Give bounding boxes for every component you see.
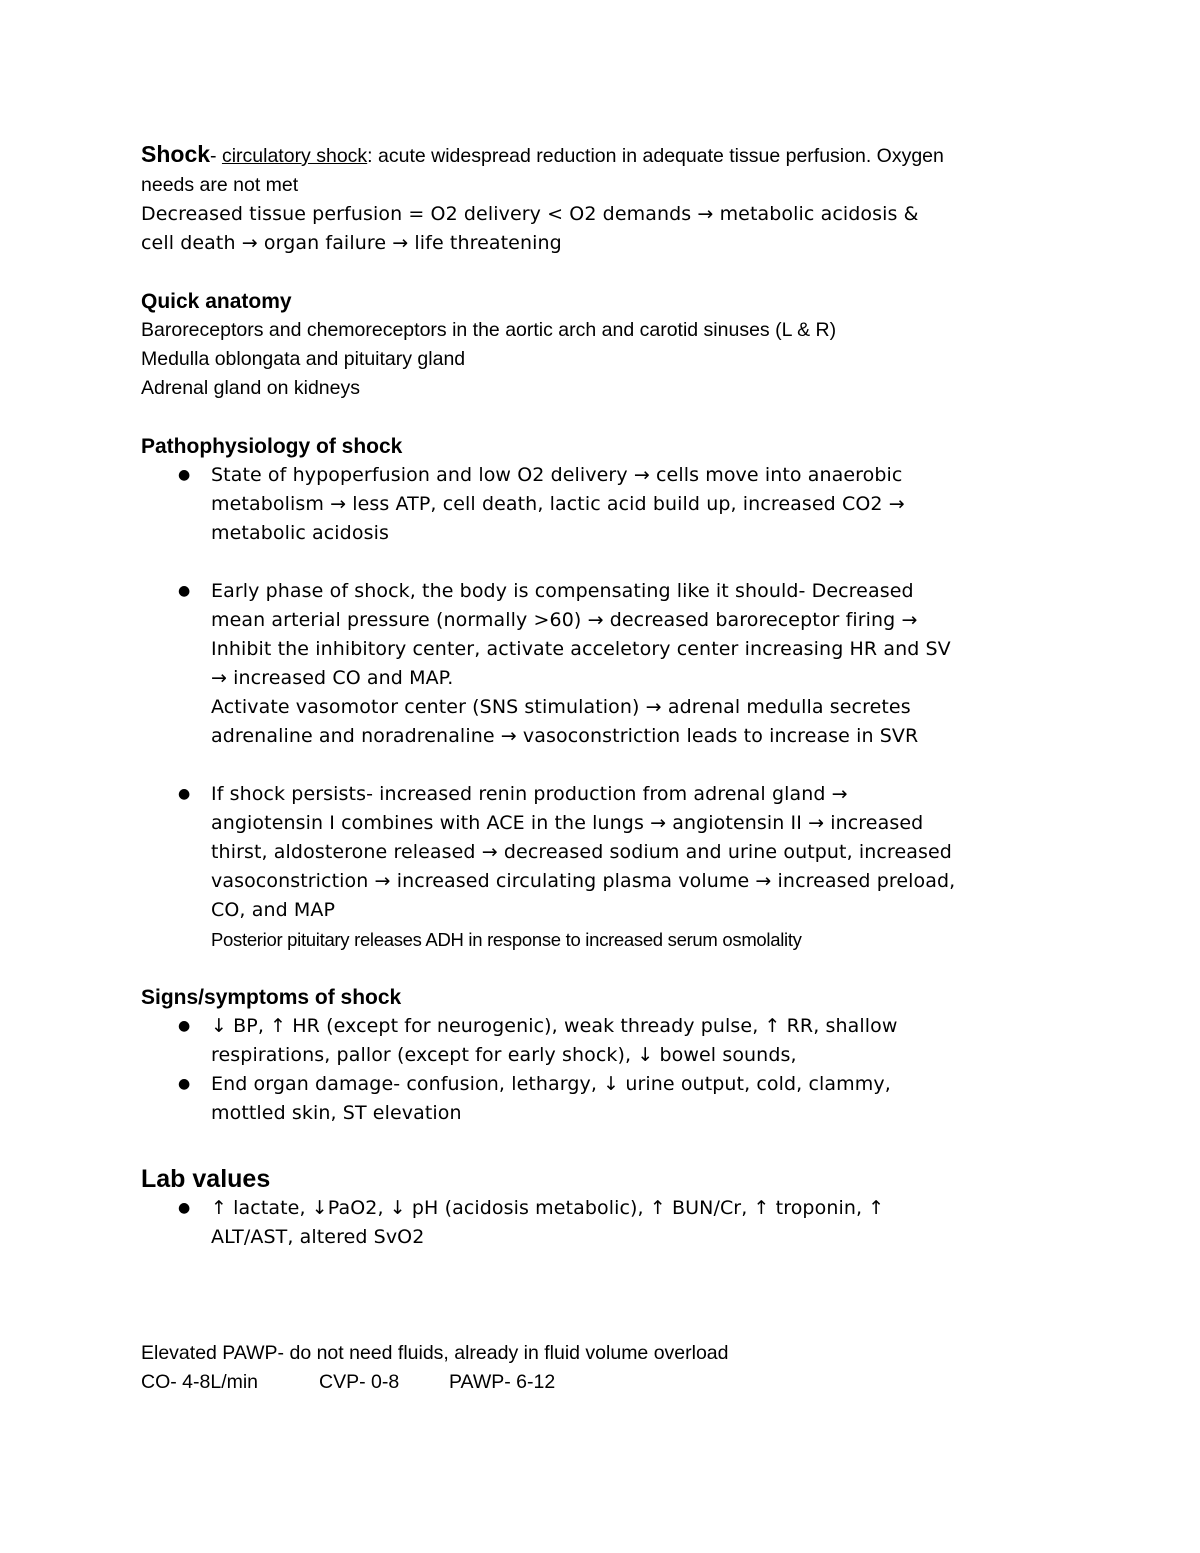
bullet-icon: ●: [178, 1018, 191, 1034]
bullet-icon: ●: [178, 583, 191, 599]
list-item: [141, 577, 1061, 751]
list-item: [141, 780, 1061, 954]
anatomy-line: Adrenal gland on kidneys: [141, 377, 360, 399]
list-item-line: Inhibit the inhibitory center, activate acceletory center increasing HR and SV: [211, 638, 951, 660]
list-item-line: → increased CO and MAP.: [211, 667, 454, 689]
list-item-line: mottled skin, ST elevation: [211, 1102, 462, 1124]
list-item-line: End organ damage- confusion, lethargy, ↓ urine output, cold, clammy,: [211, 1073, 891, 1095]
list-item-line: metabolism → less ATP, cell death, lactic acid build up, increased CO2 →: [211, 493, 905, 515]
list-item-line: ALT/AST, altered SvO2: [211, 1226, 425, 1248]
list-item-line: vasoconstriction → increased circulating plasma volume → increased preload,: [211, 870, 956, 892]
list-item: [141, 1194, 1061, 1252]
bullet-icon: ●: [178, 1076, 191, 1092]
signs-list: [141, 1012, 1061, 1128]
pawp-note: Elevated PAWP- do not need fluids, already in fluid volume overload: [141, 1342, 729, 1364]
document-page: [141, 140, 1061, 1397]
definition-part-1: : acute widespread reduction in adequate tissue perfusion. Oxygen: [367, 145, 944, 167]
list-item: [141, 1070, 1061, 1128]
labs-list: [141, 1194, 1061, 1252]
list-item-line: metabolic acidosis: [211, 522, 389, 544]
reference-values: [141, 1368, 1061, 1397]
bullet-icon: ●: [178, 467, 191, 483]
bullet-icon: ●: [178, 786, 191, 802]
list-item: [141, 461, 1061, 548]
list-item-line: mean arterial pressure (normally >60) → decreased baroreceptor firing →: [211, 609, 918, 631]
pawp-value: PAWP- 6-12: [449, 1371, 556, 1393]
list-item-line: ↑ lactate, ↓PaO2, ↓ pH (acidosis metabolic), ↑ BUN/Cr, ↑ troponin, ↑: [211, 1197, 885, 1219]
cvp-value: CVP- 0-8: [319, 1371, 400, 1393]
patho-list: [141, 461, 1061, 548]
title-dash: -: [210, 145, 222, 167]
patho-list: [141, 577, 1061, 751]
heading-signs-symptoms: Signs/symptoms of shock: [141, 986, 402, 1009]
list-item-line: Activate vasomotor center (SNS stimulation) → adrenal medulla secretes: [211, 696, 911, 718]
definition-part-2: needs are not met: [141, 174, 299, 196]
list-item-note: Posterior pituitary releases ADH in response to increased serum osmolality: [211, 929, 802, 950]
heading-pathophysiology: Pathophysiology of shock: [141, 435, 403, 458]
anatomy-line: Baroreceptors and chemoreceptors in the aortic arch and carotid sinuses (L & R): [141, 319, 837, 341]
intro-line-4: cell death → organ failure → life threatening: [141, 232, 562, 254]
list-item: [141, 1012, 1061, 1070]
list-item-line: Early phase of shock, the body is compensating like it should- Decreased: [211, 580, 914, 602]
heading-quick-anatomy: Quick anatomy: [141, 290, 292, 313]
list-item-line: respirations, pallor (except for early shock), ↓ bowel sounds,: [211, 1044, 797, 1066]
patho-list: [141, 780, 1061, 954]
list-item-line: thirst, aldosterone released → decreased sodium and urine output, increased: [211, 841, 952, 863]
intro-line-3: Decreased tissue perfusion = O2 delivery < O2 demands → metabolic acidosis &: [141, 203, 919, 225]
document-title: Shock: [141, 141, 211, 167]
heading-lab-values: Lab values: [141, 1165, 271, 1193]
bullet-icon: ●: [178, 1200, 191, 1216]
intro-line-1: [141, 140, 1061, 171]
list-item-line: State of hypoperfusion and low O2 delivery → cells move into anaerobic: [211, 464, 903, 486]
list-item-line: If shock persists- increased renin production from adrenal gland →: [211, 783, 848, 805]
co-value: CO- 4-8L/min: [141, 1371, 259, 1393]
list-item-line: CO, and MAP: [211, 899, 336, 921]
list-item-line: adrenaline and noradrenaline → vasoconstriction leads to increase in SVR: [211, 725, 919, 747]
anatomy-line: Medulla oblongata and pituitary gland: [141, 348, 466, 370]
list-item-line: ↓ BP, ↑ HR (except for neurogenic), weak thready pulse, ↑ RR, shallow: [211, 1015, 898, 1037]
list-item-line: angiotensin I combines with ACE in the lungs → angiotensin II → increased: [211, 812, 924, 834]
term-circulatory-shock: circulatory shock: [221, 145, 368, 167]
